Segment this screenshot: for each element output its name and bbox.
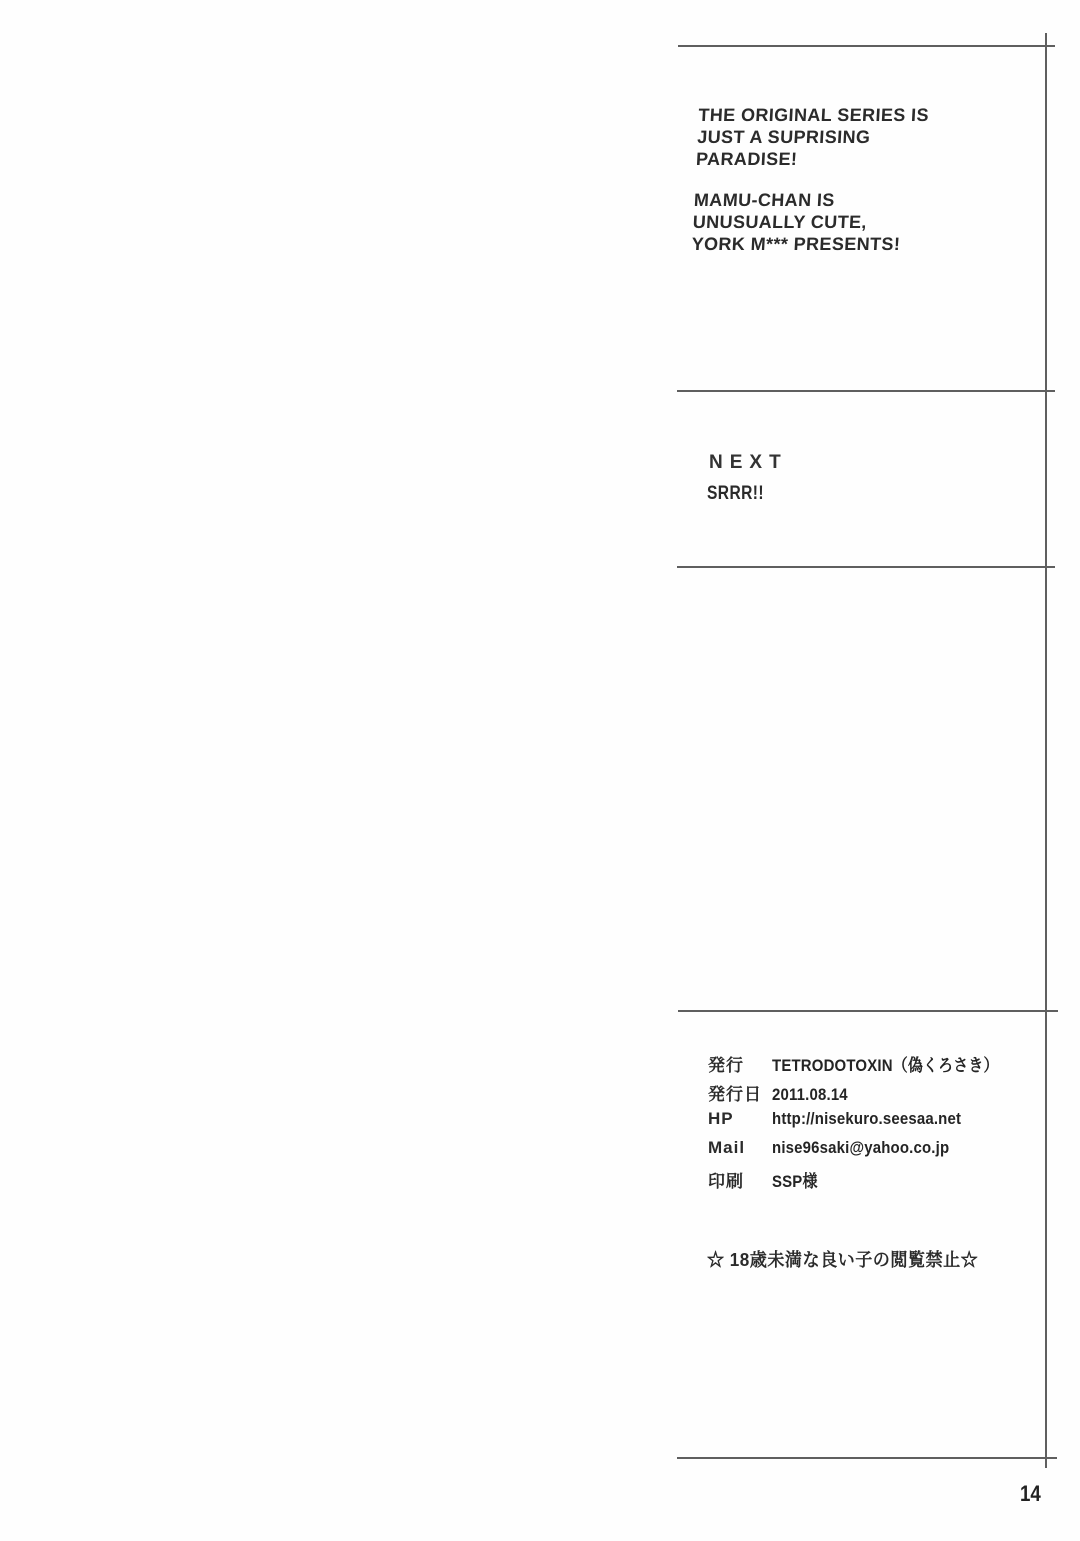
narration-paragraph-1: [696, 104, 930, 170]
colophon-label: 発行日: [708, 1085, 762, 1104]
next-heading: NEXT: [709, 452, 788, 473]
panel-border-vertical: [1045, 33, 1047, 1468]
colophon-value: nise96saki@yahoo.co.jp: [772, 1138, 950, 1157]
colophon-label: 発行: [708, 1056, 744, 1075]
colophon-row-homepage: [708, 1109, 1030, 1129]
narration-line: MAMU-CHAN IS: [693, 190, 836, 210]
narration-text: [691, 104, 929, 255]
colophon-row-publish-date: [708, 1080, 1030, 1104]
colophon-label: Mail: [708, 1138, 746, 1157]
colophon-value: 2011.08.14: [772, 1085, 848, 1104]
panel-border-bottom: [677, 1457, 1057, 1459]
colophon-label: 印刷: [708, 1172, 744, 1191]
colophon-value: TETRODOTOXIN（偽くろさき）: [772, 1056, 999, 1075]
narration-line: UNUSUALLY CUTE,: [692, 212, 868, 232]
next-sound-effect: SRRR!!: [707, 483, 764, 504]
page-number: 14: [1020, 1481, 1041, 1506]
narration-line: JUST A SUPRISING: [696, 127, 871, 147]
colophon-row-mail: [708, 1138, 1030, 1158]
colophon-row-printer: [708, 1167, 1030, 1191]
colophon-value: SSP様: [772, 1172, 818, 1191]
panel-divider-next-top: [677, 390, 1055, 392]
narration-line: THE ORIGINAL SERIES IS: [697, 105, 930, 125]
panel-divider-colophon: [678, 1010, 1058, 1012]
narration-paragraph-2: [691, 189, 925, 255]
panel-border-top: [678, 45, 1055, 47]
panel-divider-next-bottom: [677, 566, 1055, 568]
narration-line: YORK M*** PRESENTS!: [691, 234, 901, 254]
colophon-row-publisher: [708, 1051, 1030, 1075]
colophon-label: HP: [708, 1109, 734, 1128]
narration-line: PARADISE!: [695, 149, 798, 169]
age-restriction-notice: ☆ 18歳未満な良い子の閲覧禁止☆: [707, 1250, 979, 1270]
colophon-value: http://nisekuro.seesaa.net: [772, 1109, 962, 1128]
colophon: [708, 1051, 1030, 1196]
